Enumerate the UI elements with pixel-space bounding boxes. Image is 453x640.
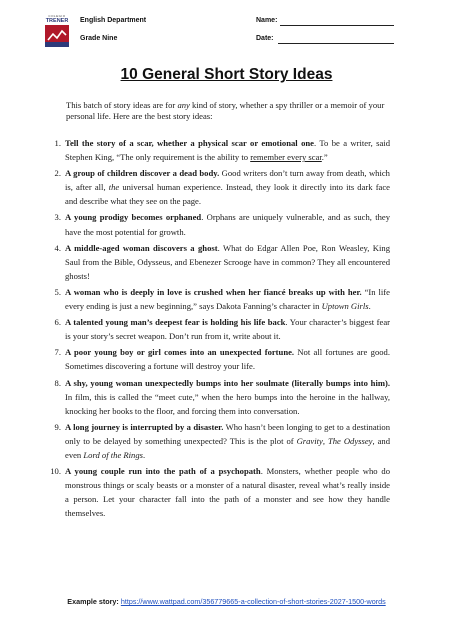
logo-emblem-icon bbox=[45, 25, 69, 47]
item-lead: A shy, young woman unexpectedly bumps into her soulmate (literally bumps into him). bbox=[65, 377, 390, 388]
item-text: , and even bbox=[65, 435, 390, 460]
footer bbox=[0, 597, 453, 606]
list-item bbox=[32, 166, 390, 208]
item-lead: A young couple run into the path of a psychopath bbox=[65, 466, 261, 477]
item-text: universal human experience. Instead, they look it directly into its dark face and describe what they see on the page. bbox=[65, 182, 390, 207]
item-text: . To be a writer, said Stephen King, “The only requirement is the ability to bbox=[65, 138, 390, 163]
example-story-link[interactable]: https://www.wattpad.com/356779665-a-collection-of-short-stories-2027-1500-words bbox=[120, 597, 386, 606]
item-emphasis: Uptown Girls bbox=[321, 301, 369, 312]
item-emphasis: The Odyssey bbox=[327, 435, 373, 446]
item-text: . Monsters, whether people who do monstrous things or scaly beasts or a monster of a natural disaster, reveal what’s really inside a person. Let your character fall into the path of a monster and see how they handle themselves. bbox=[65, 466, 390, 519]
item-lead: A middle-aged woman discovers a ghost bbox=[65, 242, 218, 253]
item-text: Who hasn’t been longing to get to a destination only to be delayed by something unexpected? This is the plot of bbox=[65, 421, 390, 446]
list-item bbox=[32, 464, 390, 520]
item-lead: A talented young man’s deepest fear is holding his life back bbox=[65, 317, 286, 328]
item-text: . What do Edgar Allen Poe, Ron Weasley, King Saul from the Bible, Odysseus, and Ebenezer Scrooge have in common? They all encountered ghosts! bbox=[65, 242, 390, 281]
list-item bbox=[32, 285, 390, 313]
item-text: Not all fortunes are good. Sometimes discovering a fortune will destroy your life. bbox=[65, 347, 390, 372]
item-lead: A group of children discover a dead body. bbox=[65, 168, 220, 179]
item-number: 1. bbox=[54, 138, 61, 148]
list-item bbox=[32, 315, 390, 343]
list-item bbox=[32, 420, 390, 462]
intro-emphasis: any bbox=[177, 100, 190, 110]
item-text: . Your character’s biggest fear is your story’s secret weapon. Don’t run from it, write about it. bbox=[65, 317, 391, 342]
page-title: 10 General Short Story Ideas bbox=[120, 66, 333, 83]
intro-text-before: This batch of story ideas are for bbox=[66, 100, 178, 110]
story-ideas-list bbox=[32, 136, 390, 522]
item-underline: remember every scar bbox=[250, 152, 322, 163]
logo-top-text: COLEGIO bbox=[48, 14, 66, 18]
footer-label: Example story: bbox=[67, 597, 119, 606]
item-text: . Orphans are uniquely vulnerable, and as such, they have the most potential for growth. bbox=[65, 212, 390, 237]
item-number: 10. bbox=[50, 466, 61, 477]
item-text: . bbox=[142, 449, 146, 460]
date-line[interactable] bbox=[278, 43, 394, 44]
item-number: 8. bbox=[54, 377, 61, 388]
item-number: 6. bbox=[54, 317, 61, 328]
list-item bbox=[32, 241, 390, 283]
list-item bbox=[32, 136, 390, 164]
item-text: In film, this is called the “meet cute,” when the hero bumps into the heroine in the hallway, knocking her books to the floor, and forcing them into conversation. bbox=[65, 391, 390, 416]
list-item bbox=[32, 210, 390, 238]
date-label: Date: bbox=[256, 35, 274, 42]
school-logo bbox=[42, 14, 72, 48]
item-emphasis: Gravity bbox=[296, 435, 323, 446]
item-number: 3. bbox=[54, 212, 61, 223]
intro-text-after: kind of story, whether a spy thriller or a memoir of your personal life. Here are the best story ideas: bbox=[66, 100, 385, 121]
item-lead: A woman who is deeply in love is crushed when her fiancé breaks up with her. bbox=[65, 286, 362, 297]
item-lead: A poor young boy or girl comes into an unexpected fortune. bbox=[65, 347, 295, 358]
grade-label: Grade Nine bbox=[80, 35, 118, 42]
item-number: 4. bbox=[54, 242, 61, 253]
item-lead: A long journey is interrupted by a disaster. bbox=[65, 421, 224, 432]
list-item bbox=[32, 345, 390, 373]
item-emphasis: Lord of the Rings bbox=[83, 449, 143, 460]
item-number: 2. bbox=[54, 168, 61, 179]
item-number: 9. bbox=[54, 421, 61, 432]
name-label: Name: bbox=[256, 17, 278, 24]
item-text: Good writers don’t turn away from death, which is, after all, bbox=[65, 168, 390, 193]
name-line[interactable] bbox=[280, 25, 394, 26]
item-number: 5. bbox=[54, 286, 61, 297]
item-text: . bbox=[368, 301, 371, 312]
intro-paragraph bbox=[66, 100, 389, 122]
item-number: 7. bbox=[54, 347, 61, 358]
item-text: , bbox=[322, 435, 328, 446]
item-lead: A young prodigy becomes orphaned bbox=[65, 212, 202, 223]
item-text: .” bbox=[321, 152, 328, 163]
department-label: English Department bbox=[80, 17, 147, 24]
item-emphasis: the bbox=[108, 182, 120, 193]
item-text: “In life every ending is just a new beginning,” says Dakota Fanning’s character in bbox=[65, 286, 390, 312]
item-lead: Tell the story of a scar, whether a physical scar or emotional one bbox=[65, 138, 314, 148]
list-item bbox=[32, 376, 390, 418]
logo-name-text: TRENER bbox=[45, 18, 69, 24]
